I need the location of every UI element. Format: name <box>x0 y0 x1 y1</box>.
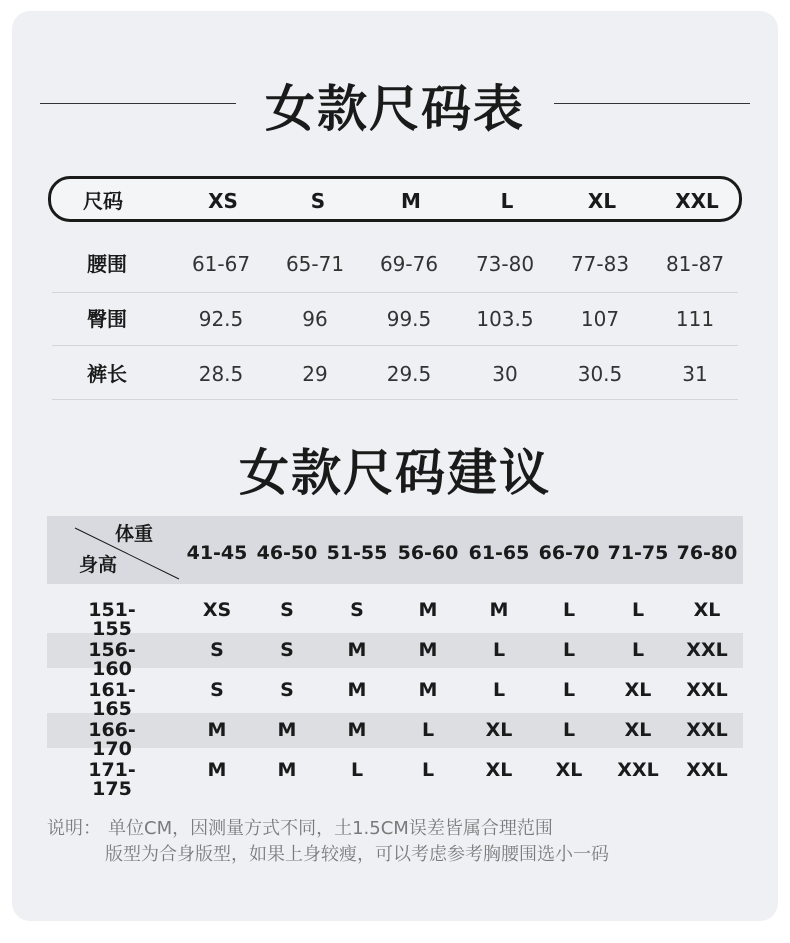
recommended-size-cell: S <box>210 679 224 701</box>
height-label: 171-175 <box>88 759 136 800</box>
weight-header: 51-55 <box>326 542 388 564</box>
row-label: 臀围 <box>87 307 127 331</box>
table-cell: 28.5 <box>198 362 244 386</box>
recommended-size-cell: XXL <box>686 679 728 701</box>
recommended-size-cell: XXL <box>617 759 659 781</box>
recommended-size-cell: L <box>492 679 506 701</box>
recommended-size-cell: L <box>562 719 576 741</box>
header-label: 尺码 <box>83 189 123 213</box>
weight-header: 61-65 <box>468 542 530 564</box>
recommended-size-cell: M <box>347 679 367 701</box>
row-label: 裤长 <box>87 362 127 386</box>
recommended-size-cell: M <box>207 759 227 781</box>
weight-header: 71-75 <box>607 542 669 564</box>
table-cell: 96 <box>302 307 328 331</box>
size-table-title: 女款尺码表 <box>265 80 525 138</box>
recommended-size-cell: XL <box>693 599 721 621</box>
row-divider <box>52 399 738 400</box>
recommended-size-cell: XS <box>202 599 232 621</box>
table-cell: 30 <box>492 362 518 386</box>
table-cell: 103.5 <box>476 307 534 331</box>
recommended-size-cell: XL <box>624 679 652 701</box>
weight-header: 66-70 <box>538 542 600 564</box>
height-label: 161-165 <box>88 679 136 720</box>
recommended-size-cell: L <box>350 759 364 781</box>
recommend-table-title: 女款尺码建议 <box>239 444 551 502</box>
weight-header: 41-45 <box>186 542 248 564</box>
note-line-1: 单位CM，因测量方式不同，土1.5CM误差皆属合理范围 <box>108 818 553 839</box>
table-cell: 31 <box>682 362 708 386</box>
recommended-size-cell: M <box>277 759 297 781</box>
row-label: 腰围 <box>87 252 127 276</box>
size-header: XL <box>587 189 617 213</box>
recommended-size-cell: XL <box>485 719 513 741</box>
size-header: XS <box>208 189 238 213</box>
corner-weight-label: 体重 <box>114 523 153 545</box>
recommended-size-cell: M <box>489 599 509 621</box>
recommended-size-cell: XL <box>555 759 583 781</box>
recommended-size-cell: L <box>631 639 645 661</box>
height-label: 151-155 <box>88 599 136 640</box>
height-label: 156-160 <box>88 639 136 680</box>
table-cell: 77-83 <box>570 252 630 276</box>
table-cell: 81-87 <box>665 252 725 276</box>
recommended-size-cell: XXL <box>686 719 728 741</box>
table-cell: 111 <box>675 307 715 331</box>
recommended-size-cell: XXL <box>686 639 728 661</box>
recommended-size-cell: M <box>347 639 367 661</box>
recommend-table-header <box>47 516 743 584</box>
table-cell: 69-76 <box>379 252 439 276</box>
recommended-size-cell: M <box>418 599 438 621</box>
size-table-header <box>48 176 742 222</box>
weight-header: 46-50 <box>256 542 318 564</box>
height-label: 166-170 <box>88 719 136 760</box>
corner-height-label: 身高 <box>78 554 117 576</box>
size-chart-card <box>12 11 778 921</box>
size-header: XXL <box>675 189 719 213</box>
row-divider <box>52 292 738 293</box>
weight-header: 76-80 <box>676 542 738 564</box>
table-cell: 107 <box>580 307 620 331</box>
note-label: 说明： <box>47 818 101 839</box>
note-line-2: 版型为合身版型，如果上身较瘦，可以考虑参考胸腰围选小一码 <box>105 844 609 865</box>
recommended-size-cell: L <box>421 719 435 741</box>
table-cell: 29.5 <box>386 362 432 386</box>
recommended-size-cell: M <box>418 639 438 661</box>
recommended-size-cell: L <box>562 599 576 621</box>
table-cell: 92.5 <box>198 307 244 331</box>
table-cell: 29 <box>302 362 328 386</box>
recommended-size-cell: L <box>492 639 506 661</box>
recommended-size-cell: S <box>280 679 294 701</box>
size-header: S <box>310 189 326 213</box>
recommended-size-cell: S <box>210 639 224 661</box>
recommended-size-cell: XL <box>624 719 652 741</box>
table-cell: 61-67 <box>191 252 251 276</box>
recommended-size-cell: M <box>418 679 438 701</box>
table-cell: 30.5 <box>577 362 623 386</box>
recommended-size-cell: L <box>562 639 576 661</box>
recommended-size-cell: XXL <box>686 759 728 781</box>
size-header: M <box>401 189 421 213</box>
recommended-size-cell: S <box>280 639 294 661</box>
recommended-size-cell: S <box>350 599 364 621</box>
size-header: L <box>500 189 514 213</box>
table-cell: 99.5 <box>386 307 432 331</box>
recommended-size-cell: M <box>207 719 227 741</box>
recommended-size-cell: XL <box>485 759 513 781</box>
weight-header: 56-60 <box>397 542 459 564</box>
recommended-size-cell: L <box>421 759 435 781</box>
row-divider <box>52 345 738 346</box>
table-cell: 73-80 <box>475 252 535 276</box>
recommended-size-cell: L <box>562 679 576 701</box>
recommended-size-cell: L <box>631 599 645 621</box>
recommended-size-cell: S <box>280 599 294 621</box>
recommended-size-cell: M <box>277 719 297 741</box>
recommended-size-cell: M <box>347 719 367 741</box>
table-cell: 65-71 <box>285 252 345 276</box>
